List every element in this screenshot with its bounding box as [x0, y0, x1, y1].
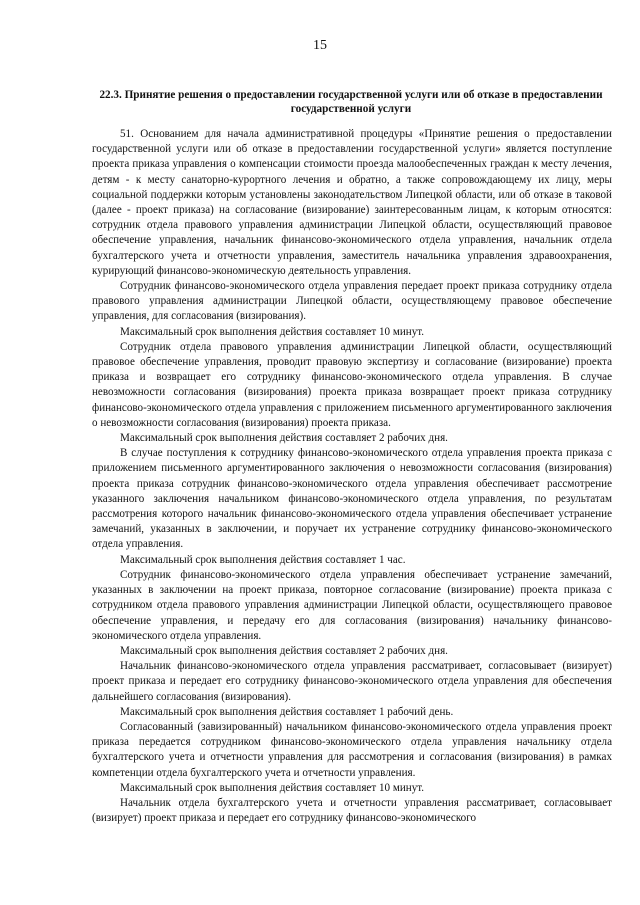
paragraph: Сотрудник финансово-экономического отдела управления обеспечивает устранение замечаний, указанных в заключении на проект приказа, повторное согласование (визирование) проекта приказа с сотрудником отдела правового управления администрации Липецкой области, осуществляющего правовое обеспечение управления, и передачу его для согласования (визирования) начальнику финансово-экономического отдела управления. [92, 568, 612, 642]
paragraph: Максимальный срок выполнения действия составляет 1 час. [120, 553, 406, 566]
paragraph: Сотрудник финансово-экономического отдела управления передает проект приказа сотруднику отдела правового управления администрации Липецкой области, осуществляющему правовое обеспечение управления, для согласования (визирования). [92, 280, 612, 323]
paragraph: Начальник отдела бухгалтерского учета и отчетности управления рассматривает, согласовывает (визирует) проект приказа и передает его сотруднику финансово-экономического [92, 796, 612, 825]
paragraph: Максимальный срок выполнения действия составляет 10 минут. [120, 781, 425, 794]
document-body [92, 127, 612, 826]
paragraph: Максимальный срок выполнения действия составляет 10 минут. [120, 325, 425, 338]
section-heading: 22.3. Принятие решения о предоставлении государственной услуги или об отказе в предоставлении государственной услуги [99, 89, 603, 115]
paragraph: Максимальный срок выполнения действия составляет 2 рабочих дня. [120, 644, 448, 657]
paragraph: Сотрудник отдела правового управления администрации Липецкой области, осуществляющий правовое обеспечение управления, проводит правовую экспертизу и согласование (визирование) проекта приказа и возвращает его сотруднику финансово-экономического отдела управления. В случае невозможности согласования (визирования) проекта приказа возвращает проект приказа сотруднику финансово-экономического отдела управления с приложением письменного аргументированного заключения о невозможности согласования (визирования) проекта приказа. [92, 340, 612, 429]
paragraph: Согласованный (завизированный) начальником финансово-экономического отдела управления проект приказа передается сотрудником финансово-экономического отдела управления начальнику отдела бухгалтерского учета и отчетности управления для рассмотрения и согласования (визирования) в рамках компетенции отдела бухгалтерского учета и отчетности управления. [92, 720, 612, 779]
paragraph: Максимальный срок выполнения действия составляет 1 рабочий день. [120, 705, 454, 718]
paragraph: 51. Основанием для начала административной процедуры «Принятие решения о предоставлении государственной услуги или об отказе в предоставлении государственной услуги» является поступление проекта приказа управления о компенсации стоимости проезда малообеспеченных граждан к месту лечения, детям - к месту санаторно-курортного лечения и обратно, а также сопровождающему их лицу, меры социальной поддержки которым установлены законодательством Липецкой области, или об отказе в таковой (далее - проект приказа) на согласование (визирование) заинтересованным лицам, к которым относятся: сотрудник отдела правового управления администрации Липецкой области, осуществляющий правовое обеспечение управления, начальник финансово-экономического отдела управления, начальник отдела бухгалтерского учета и отчетности управления, заместитель начальника управления здравоохранения, курирующий финансово-экономическую деятельность управления. [92, 128, 612, 277]
paragraph: Начальник финансово-экономического отдела управления рассматривает, согласовывает (визирует) проект приказа и передает его сотруднику финансово-экономического отдела управления для обеспечения дальнейшего согласования (визирования). [92, 660, 612, 703]
page-number: 15 [313, 38, 327, 53]
paragraph: Максимальный срок выполнения действия составляет 2 рабочих дня. [120, 432, 448, 445]
paragraph: В случае поступления к сотруднику финансово-экономического отдела управления проекта приказа с приложением письменного аргументированного заключения о невозможности согласования (визирования) проекта приказа сотрудник финансово-экономического отдела управления обеспечивает рассмотрение указанного заключения начальником финансово-экономического отдела управления, по результатам рассмотрения которого начальник финансово-экономического отдела управления обеспечивает устранение замечаний, указанных в заключении, и поручает их устранение сотруднику финансово-экономического отдела управления. [92, 447, 612, 551]
